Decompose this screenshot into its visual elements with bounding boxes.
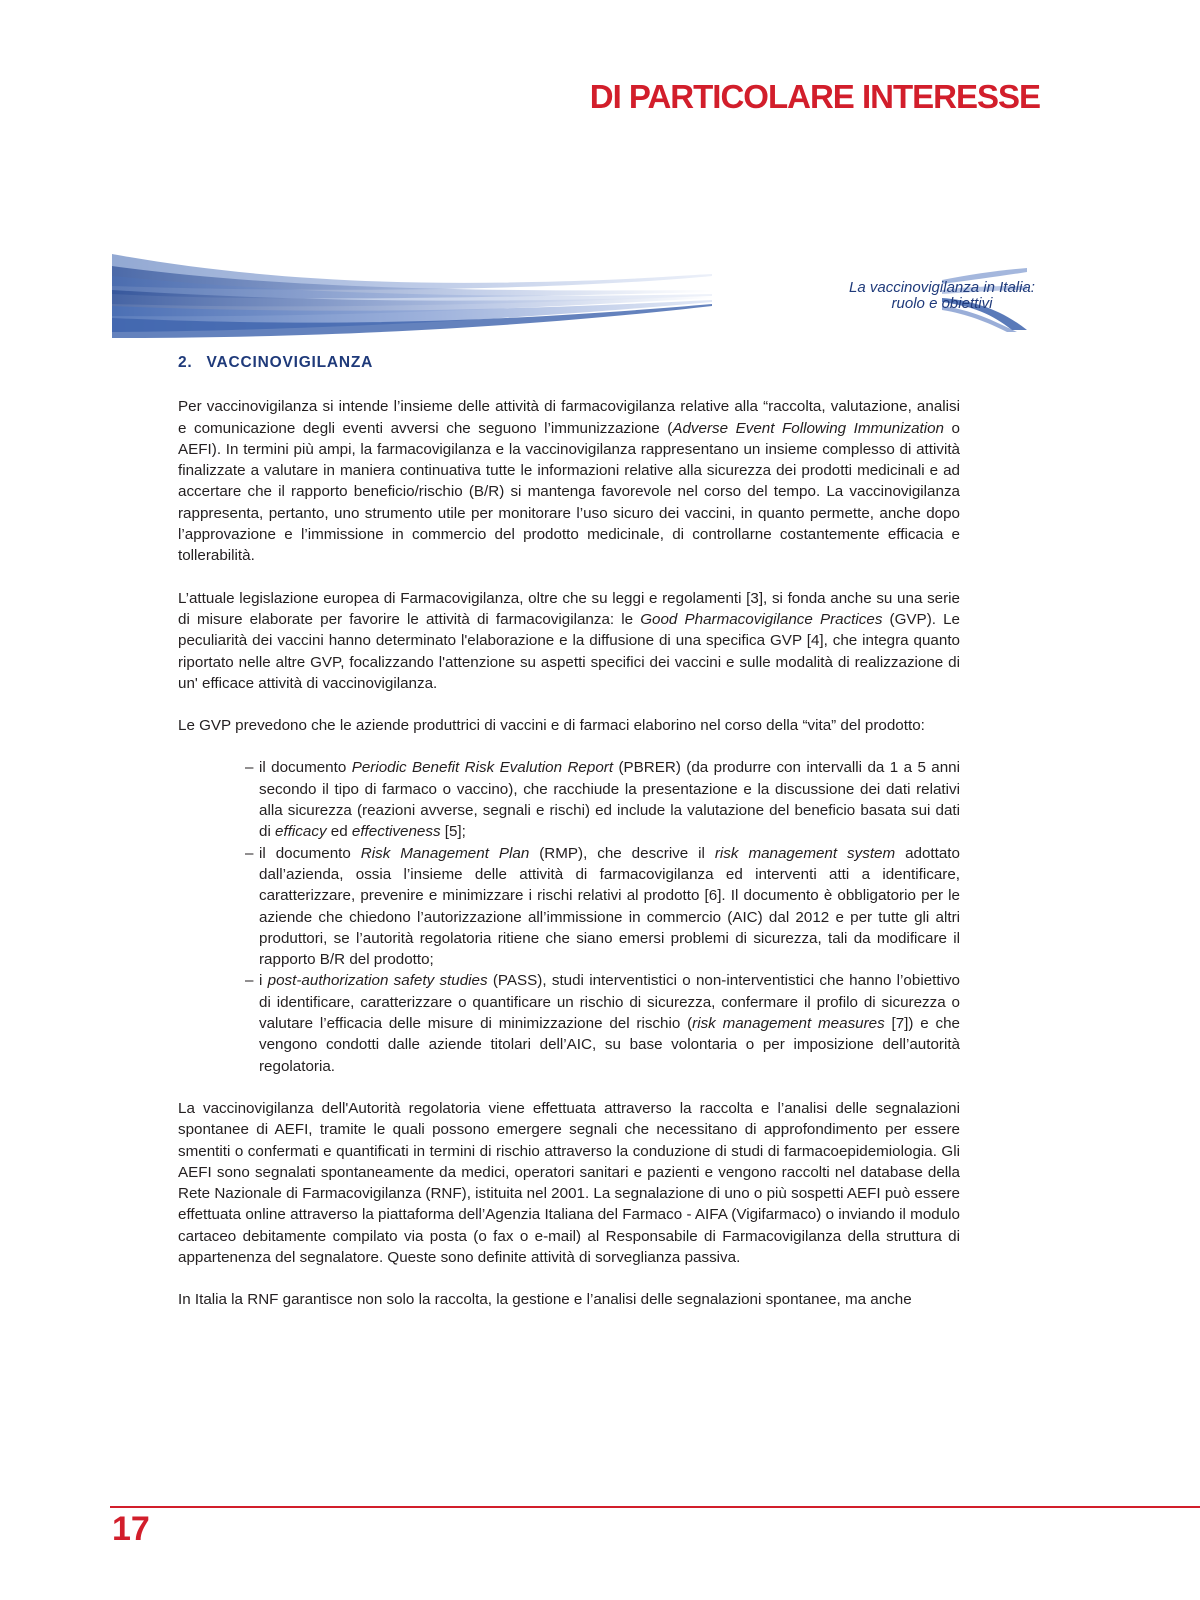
paragraph bbox=[178, 396, 960, 566]
text-run: il documento bbox=[259, 844, 361, 862]
list-item-text bbox=[259, 845, 960, 968]
text-run: L’attuale legislazione europea di Farmacovigilanza, oltre che su leggi e regolamenti [3], si fonda anche su una serie di misure elaborate per favorire le attività di farmacovigilanza: le bbox=[178, 589, 960, 628]
section-heading bbox=[178, 352, 960, 373]
bullet-list bbox=[178, 757, 960, 1076]
text-run: [5]; bbox=[440, 823, 466, 841]
text-run: (PBRER) (da produrre con intervalli da 1 a 5 anni secondo il tipo di farmaco o vaccino), che racchiude la presentazione e la discussione dei dati relativi alla sicurezza (reazioni avverse, segnali e rischi) ed include la valutazione del beneficio basata sui dati di bbox=[259, 759, 961, 841]
page-header-title: DI PARTICOLARE INTERESSE bbox=[589, 78, 1040, 115]
paragraph bbox=[178, 1289, 960, 1310]
italic-term: risk management system bbox=[714, 844, 896, 862]
dash-bullet-icon: ‒ bbox=[245, 972, 254, 990]
italic-term: risk management measures bbox=[692, 1015, 885, 1033]
list-item bbox=[245, 970, 960, 1076]
text-run: i bbox=[259, 972, 268, 990]
text-run: In Italia la RNF garantisce non solo la raccolta, la gestione e l’analisi delle segnalazioni spontanee, ma anche bbox=[178, 1291, 912, 1309]
text-run: Per vaccinovigilanza si intende l’insieme delle attività di farmacovigilanza relative alla “raccolta, valutazione, analisi e comunicazione degli eventi avversi che seguono l’immunizzazione ( bbox=[178, 398, 960, 437]
footer-rule bbox=[110, 1506, 1200, 1508]
italic-term: Adverse Event Following Immunization bbox=[672, 419, 944, 437]
list-item bbox=[245, 757, 960, 842]
italic-term: post-authorization safety studies bbox=[267, 972, 488, 990]
text-run: [7]) e che vengono condotti dalle aziende titolari dell’AIC, su base volontaria o per imposizione dell’autorità regolatoria. bbox=[259, 1015, 961, 1075]
italic-term: effectiveness bbox=[351, 823, 441, 841]
banner-caption-line: ruolo e obiettivi bbox=[891, 295, 993, 312]
italic-term: Risk Management Plan bbox=[360, 844, 530, 862]
text-run: il documento bbox=[259, 759, 352, 777]
text-run: o AEFI). In termini più ampi, la farmacovigilanza e la vaccinovigilanza rappresentano un insieme complesso di attività finalizzate a valutare in maniera continuativa tutte le informazioni relative alla sicurezza dei prodotti medicinali e ad accertare che il rapporto beneficio/rischio (B/R) si mantenga favorevole nel corso del tempo. La vaccinovigilanza rappresenta, pertanto, uno strumento utile per monitorare l’uso sicuro dei vaccini, in quanto permette, anche dopo l’approvazione e l’immissione in commercio del prodotto medicinale, di controllarne costantemente efficacia e tollerabilità. bbox=[178, 419, 960, 565]
paragraph bbox=[178, 588, 960, 694]
section-number: 2. bbox=[178, 354, 193, 371]
italic-term: Periodic Benefit Risk Evalution Report bbox=[351, 759, 614, 777]
section-banner bbox=[112, 246, 1035, 338]
dash-bullet-icon: ‒ bbox=[245, 844, 254, 862]
text-run: (GVP). Le peculiarità dei vaccini hanno determinato l'elaborazione e la diffusione di una specifica GVP [4], che integra quanto riportato nelle altre GVP, focalizzando l'attenzione su aspetti specifici dei vaccini e sulle modalità di realizzazione di un' efficace attività di vaccinovigilanza. bbox=[178, 610, 960, 692]
article-body bbox=[178, 352, 960, 1332]
italic-term: Good Pharmacovigilance Practices bbox=[640, 610, 883, 628]
paragraph bbox=[178, 715, 960, 736]
banner-caption bbox=[822, 280, 1062, 312]
text-run: adottato dall’azienda, ossia l’insieme delle attività di farmacovigilanza ed interventi atti a identificare, caratterizzare, prevenire e minimizzare i rischi relativi al prodotto [6]. Il documento è obbligatorio per le aziende che chiedono l’autorizzazione all’immissione in commercio (AIC) dal 2012 e per tutte gli altri produttori, se l’autorità regolatoria ritiene che siano emersi problemi di sicurezza, tali da modificare il rapporto B/R del prodotto; bbox=[259, 844, 960, 969]
list-item bbox=[245, 843, 960, 971]
italic-term: efficacy bbox=[275, 823, 327, 841]
section-title: VACCINOVIGILANZA bbox=[206, 354, 374, 371]
paragraph bbox=[178, 1098, 960, 1268]
text-run: ed bbox=[326, 823, 352, 841]
list-item-text bbox=[259, 972, 960, 1074]
dash-bullet-icon: ‒ bbox=[245, 759, 254, 777]
text-run: (PASS), studi interventistici o non-interventistici che hanno l’obiettivo di identificare, caratterizzare o quantificare un rischio di sicurezza, confermare il profilo di sicurezza o valutare l’efficacia delle misure di minimizzazione del rischio ( bbox=[259, 972, 961, 1033]
page-number: 17 bbox=[112, 1510, 150, 1548]
text-run: (RMP), che descrive il bbox=[529, 844, 715, 862]
text-run: La vaccinovigilanza dell'Autorità regolatoria viene effettuata attraverso la raccolta e l’analisi delle segnalazioni spontanee di AEFI, tramite le quali possono emergere segnali che necessitano di approfondimento per essere smentiti o confermati e quantificati in termini di rischio attraverso la conduzione di studi di farmacoepidemiologia. Gli AEFI sono segnalati spontaneamente da medici, operatori sanitari e pazienti e vengono raccolti nel database della Rete Nazionale di Farmacovigilanza (RNF), istituita nel 2001. La segnalazione di uno o più sospetti AEFI può essere effettuata online attraverso la piattaforma dell’Agenzia Italiana del Farmaco - AIFA (Vigifarmaco) o inviando il modulo cartaceo debitamente compilato via posta (o fax o e-mail) al Responsabile di Farmacovigilanza della struttura di appartenenza del segnalatore. Queste sono definite attività di sorveglianza passiva. bbox=[178, 1099, 960, 1266]
text-run: Le GVP prevedono che le aziende produttrici di vaccini e di farmaci elaborino nel corso della “vita” del prodotto: bbox=[178, 717, 925, 735]
banner-caption-line: La vaccinovigilanza in Italia: bbox=[849, 279, 1035, 296]
list-item-text bbox=[259, 759, 960, 840]
